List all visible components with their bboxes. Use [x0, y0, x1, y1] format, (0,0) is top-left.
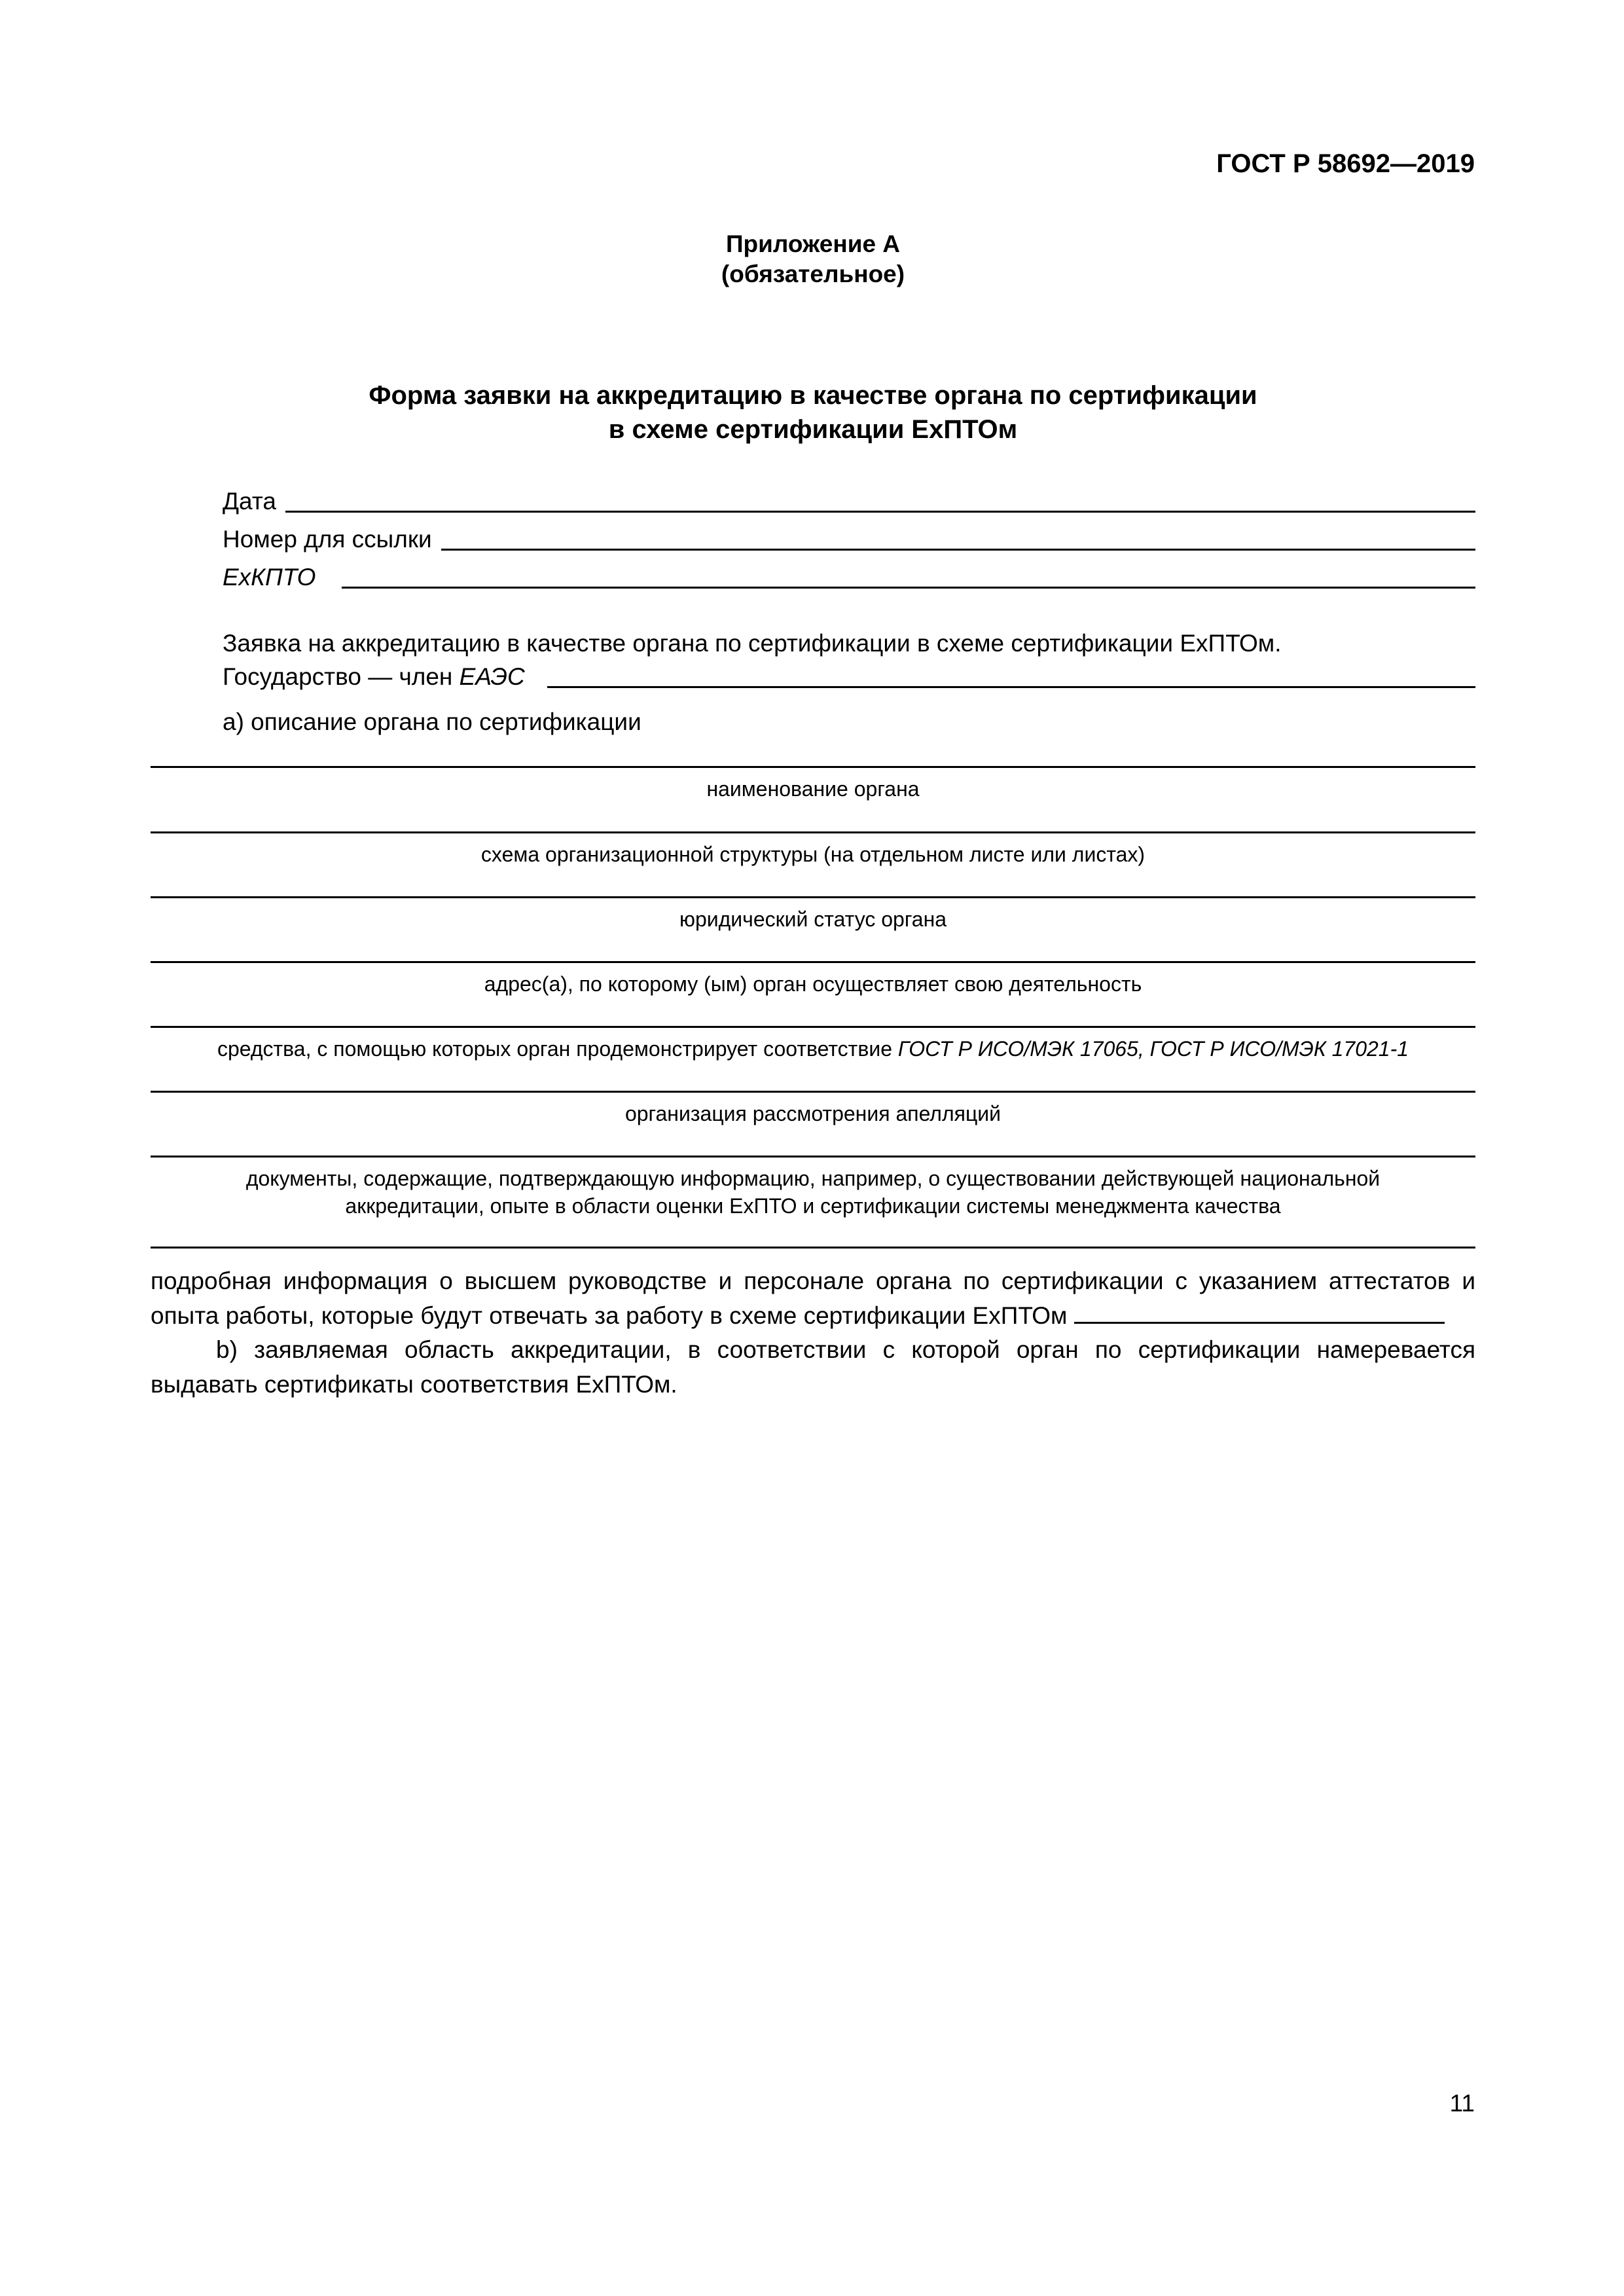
member-state-input-line[interactable] [547, 686, 1475, 688]
form-title-line1: Форма заявки на аккредитацию в качестве органа по сертификации [369, 381, 1257, 410]
conformity-means-line[interactable] [151, 1026, 1475, 1028]
form-title [151, 378, 1475, 446]
reference-number-input-line[interactable] [441, 549, 1475, 551]
caption-documents [151, 1165, 1475, 1220]
date-field [223, 486, 1475, 516]
member-state-label: Государство — член ЕАЭС [223, 663, 525, 690]
legal-status-line[interactable] [151, 896, 1475, 898]
form-title-line2: в схеме сертификации ЕхПТОм [608, 415, 1018, 444]
standards-reference: ГОСТ Р ИСО/МЭК 17065, ГОСТ Р ИСО/МЭК 17021-1 [897, 1037, 1409, 1061]
caption-appeals: организация рассмотрения апелляций [624, 1102, 1001, 1125]
eaes-abbreviation: ЕАЭС [459, 663, 525, 690]
documents-line[interactable] [151, 1156, 1475, 1157]
body-name-line[interactable] [151, 766, 1475, 768]
exkpto-input-line[interactable] [342, 587, 1475, 589]
org-structure-line[interactable] [151, 831, 1475, 833]
item-a-heading: а) описание органа по сертификации [223, 708, 641, 735]
caption-conformity-means: средства, с помощью которых орган продемонстрирует соответствие ГОСТ Р ИСО/МЭК 17065, ГОСТ Р ИСО/МЭК 17021-1 [217, 1037, 1409, 1061]
exkpto-field [223, 562, 1475, 592]
personnel-paragraph: подробная информация о высшем руководстве и персонале органа по сертификации с указанием аттестатов и опыта работы, которые будут отвечать за работу в схеме сертификации ЕхПТОм [151, 1267, 1475, 1329]
standard-code: ГОСТ Р 58692—2019 [1216, 149, 1475, 178]
reference-number-label: Номер для ссылки [223, 526, 432, 553]
date-label: Дата [223, 488, 276, 515]
member-state-field [223, 661, 1475, 691]
application-statement: Заявка на аккредитацию в качестве органа по сертификации в схеме сертификации ЕхПТОм. [223, 630, 1282, 657]
appendix-status: (обязательное) [721, 261, 905, 287]
caption-body-name: наименование органа [706, 777, 920, 801]
item-b-paragraph: b) заявляемая область аккредитации, в соответствии с которой орган по сертификации намеревается выдавать сертификаты соответствия ЕхПТОм. [151, 1336, 1475, 1398]
appeals-line[interactable] [151, 1091, 1475, 1093]
caption-org-structure: схема организационной структуры (на отдельном листе или листах) [480, 843, 1146, 866]
caption-address: адрес(а), по которому (ым) орган осуществляет свою деятельность [484, 972, 1142, 996]
caption-documents-line2: аккредитации, опыте в области оценки ЕхПТО и сертификации системы менеджмента качества [345, 1194, 1281, 1218]
documents-bottom-line[interactable] [151, 1247, 1475, 1248]
appendix-title: Приложение А [725, 230, 901, 257]
date-input-line[interactable] [285, 511, 1475, 513]
caption-documents-line1: документы, содержащие, подтверждающую информацию, например, о существовании действующей национальной [245, 1167, 1380, 1190]
address-line[interactable] [151, 961, 1475, 963]
personnel-input-line[interactable] [1074, 1302, 1445, 1324]
exkpto-label: ЕхКПТО [223, 564, 316, 591]
page-number: 11 [1449, 2090, 1475, 2117]
reference-number-field [223, 524, 1475, 554]
appendix-heading [151, 229, 1475, 289]
caption-legal-status: юридический статус органа [679, 907, 947, 931]
